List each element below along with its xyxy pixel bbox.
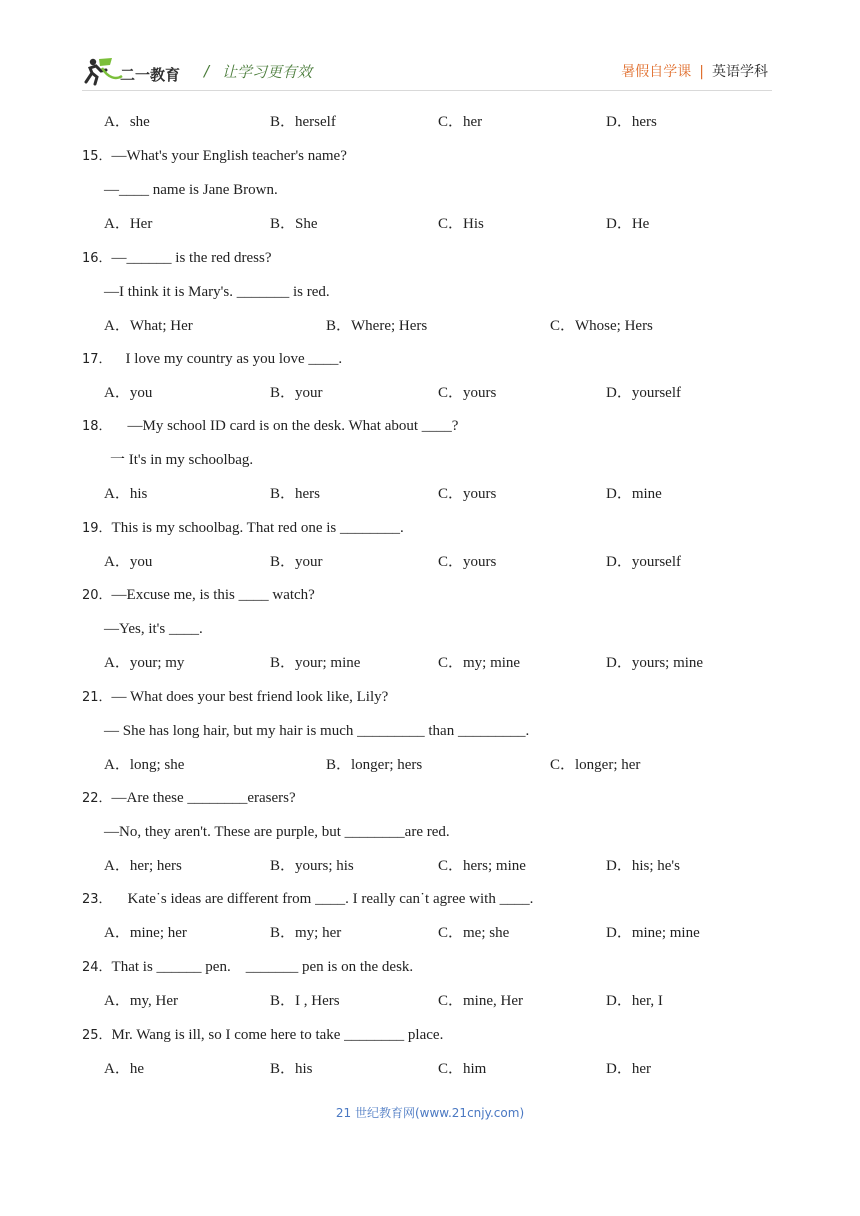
q18-option-c: C．yours [438,486,497,502]
q19-option-a: A．you [104,554,153,570]
q23-option-b: B．my; her [270,925,342,941]
q18-option-d: D．mine [606,486,662,502]
q14-option-a: A．she [104,114,150,130]
q21-option-b: B．longer; hers [326,757,423,773]
q21-line-2: — She has long hair, but my hair is much _________ than _________. [104,723,530,739]
q16-stem: 16．—______ is the red dress? [82,250,272,266]
q25-option-b: B．his [270,1061,313,1077]
q17-option-b: B．your [270,385,323,401]
q19-stem: 19．This is my schoolbag. That red one is ________. [82,520,404,536]
q23-option-c: C．me; she [438,925,510,941]
subject-label: 英语学科 [712,64,768,80]
q20-option-c: C．my; mine [438,655,521,671]
q24-option-b: B．I , Hers [270,993,340,1009]
q17-option-a: A．you [104,385,153,401]
q15-option-d: D．He [606,216,650,232]
q22-option-b: B．yours; his [270,858,354,874]
slogan-slash: / [204,62,210,80]
q23-option-d: D．mine; mine [606,925,700,941]
logo-runner-icon [82,56,190,88]
q15-stem: 15．—What's your English teacher's name? [82,148,347,164]
page-header [82,54,772,90]
q17-option-c: C．yours [438,385,497,401]
q14-option-d: D．hers [606,114,657,130]
q15-option-c: C．His [438,216,484,232]
q15-option-a: A．Her [104,216,153,232]
course-label: 暑假自学课 [621,64,692,80]
q22-option-c: C．hers; mine [438,858,526,874]
q16-option-a: A．What; Her [104,318,193,334]
q22-option-a: A．her; hers [104,858,182,874]
q16-option-c: C．Whose; Hers [550,318,653,334]
q22-line-2: —No, they aren't. These are purple, but ________are red. [104,824,450,840]
q24-option-a: A．my, Her [104,993,179,1009]
header-separator: | [699,64,704,80]
q16-line-2: —I think it is Mary's. _______ is red. [104,284,330,300]
q24-stem: 24．That is ______ pen. _______ pen is on the desk. [82,959,414,975]
q23-stem: 23． Kate˙s ideas are different from ____. I really can˙t agree with ____. [82,891,534,907]
header-divider [82,90,772,91]
q18-stem: 18． —My school ID card is on the desk. What about ____? [82,418,459,434]
q21-option-c: C．longer; her [550,757,641,773]
q18-line-2: 一 It's in my schoolbag. [110,452,254,468]
q21-stem: 21．— What does your best friend look like, Lily? [82,689,389,705]
q15-option-b: B．She [270,216,318,232]
q21-option-a: A．long; she [104,757,185,773]
q24-option-d: D．her, I [606,993,663,1009]
q25-stem: 25．Mr. Wang is ill, so I come here to take ________ place. [82,1027,444,1043]
q20-option-b: B．your; mine [270,655,361,671]
q17-option-d: D．yourself [606,385,681,401]
q20-stem: 20．—Excuse me, is this ____ watch? [82,587,315,603]
q15-line-2: —____ name is Jane Brown. [104,182,278,198]
q16-option-b: B．Where; Hers [326,318,428,334]
q20-line-2: —Yes, it's ____. [104,621,203,637]
q22-stem: 22．—Are these ________erasers? [82,790,296,806]
q18-option-a: A．his [104,486,148,502]
page-footer: 21 世纪教育网(www.21cnjy.com) [335,1106,525,1120]
q19-option-d: D．yourself [606,554,681,570]
q20-option-d: D．yours; mine [606,655,704,671]
q14-option-c: C．her [438,114,483,130]
q20-option-a: A．your; my [104,655,185,671]
q24-option-c: C．mine, Her [438,993,523,1009]
q18-option-b: B．hers [270,486,320,502]
q25-option-c: C．him [438,1061,487,1077]
logo-text: 二一教育 [120,66,181,84]
header-course-info [621,61,768,81]
slogan: 让学习更有效 [222,63,313,81]
q14-option-b: B．herself [270,114,336,130]
q23-option-a: A．mine; her [104,925,187,941]
q19-option-b: B．your [270,554,323,570]
q22-option-d: D．his; he's [606,858,680,874]
q25-option-d: D．her [606,1061,651,1077]
q19-option-c: C．yours [438,554,497,570]
q17-stem: 17． I love my country as you love ____. [82,351,343,367]
q25-option-a: A．he [104,1061,144,1077]
